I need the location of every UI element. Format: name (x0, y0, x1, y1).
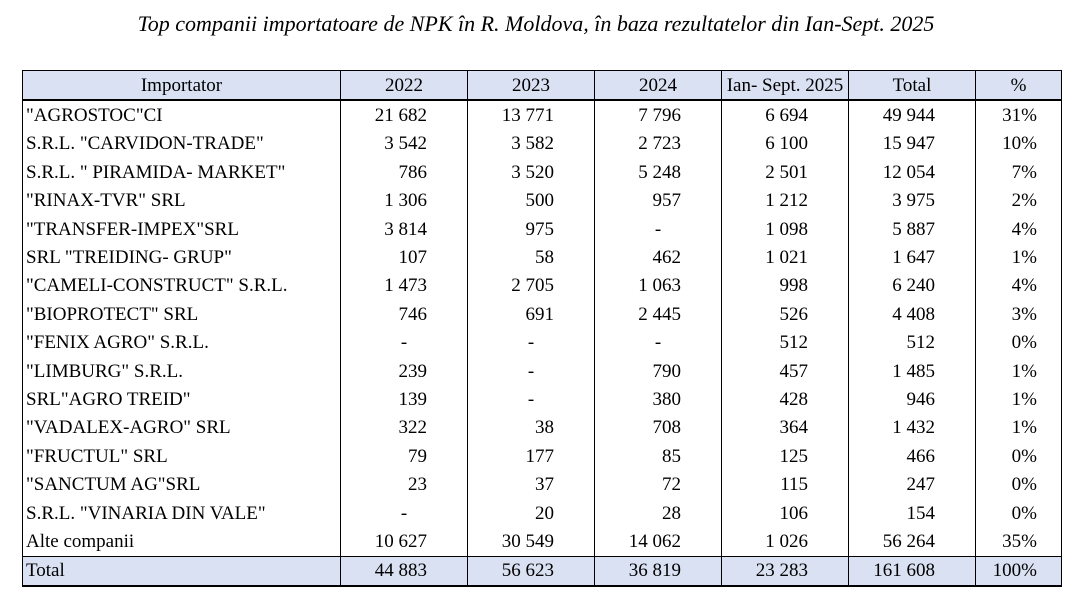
value-total: 4 408 (849, 300, 976, 328)
value-2025: 1 212 (722, 187, 849, 215)
table-row (23, 527, 1062, 556)
total-total: 161 608 (849, 556, 976, 586)
value-2023: 58 (468, 243, 595, 271)
table-row (23, 300, 1062, 328)
value-percent: 1% (976, 243, 1062, 271)
value-percent: 3% (976, 300, 1062, 328)
value-percent: 35% (976, 527, 1062, 556)
value-percent: 4% (976, 215, 1062, 243)
value-2023: 37 (468, 470, 595, 498)
value-2025: 6 100 (722, 130, 849, 158)
value-2022: - (341, 329, 468, 357)
value-2022: 3 542 (341, 130, 468, 158)
value-total: 1 432 (849, 414, 976, 442)
value-percent: 0% (976, 470, 1062, 498)
value-2025: 1 026 (722, 527, 849, 556)
value-2023: 13 771 (468, 100, 595, 129)
value-2023: 975 (468, 215, 595, 243)
total-label: Total (23, 556, 341, 586)
value-2024: 380 (595, 385, 722, 413)
value-2025: 106 (722, 499, 849, 527)
value-percent: 0% (976, 499, 1062, 527)
value-total: 946 (849, 385, 976, 413)
value-percent: 0% (976, 329, 1062, 357)
total-percent: 100% (976, 556, 1062, 586)
value-2022: 107 (341, 243, 468, 271)
value-2025: 457 (722, 357, 849, 385)
value-2023: 3 582 (468, 130, 595, 158)
value-2025: 526 (722, 300, 849, 328)
value-2022: 139 (341, 385, 468, 413)
table-row (23, 385, 1062, 413)
total-2024: 36 819 (595, 556, 722, 586)
table-row (23, 243, 1062, 271)
table-row (23, 100, 1062, 129)
importer-name: S.R.L. " PIRAMIDA- MARKET" (23, 158, 341, 186)
value-total: 6 240 (849, 272, 976, 300)
table-row (23, 499, 1062, 527)
header-2025: Ian- Sept. 2025 (722, 71, 849, 101)
value-total: 466 (849, 442, 976, 470)
value-2024: 1 063 (595, 272, 722, 300)
value-percent: 1% (976, 357, 1062, 385)
value-2022: 23 (341, 470, 468, 498)
value-2025: 428 (722, 385, 849, 413)
value-2023: - (468, 385, 595, 413)
total-2022: 44 883 (341, 556, 468, 586)
value-2025: 1 098 (722, 215, 849, 243)
value-2024: 5 248 (595, 158, 722, 186)
value-2025: 2 501 (722, 158, 849, 186)
importer-name: "FRUCTUL" SRL (23, 442, 341, 470)
value-2024: 462 (595, 243, 722, 271)
header-2023: 2023 (468, 71, 595, 101)
value-2024: 28 (595, 499, 722, 527)
value-total: 56 264 (849, 527, 976, 556)
importer-name: Alte companii (23, 527, 341, 556)
value-2024: - (595, 215, 722, 243)
value-2024: - (595, 329, 722, 357)
value-total: 1 485 (849, 357, 976, 385)
value-2023: 2 705 (468, 272, 595, 300)
total-row (23, 556, 1062, 586)
importer-name: "RINAX-TVR" SRL (23, 187, 341, 215)
value-2023: 691 (468, 300, 595, 328)
header-total: Total (849, 71, 976, 101)
table-row (23, 130, 1062, 158)
value-total: 512 (849, 329, 976, 357)
table-row (23, 215, 1062, 243)
value-2025: 115 (722, 470, 849, 498)
total-2025: 23 283 (722, 556, 849, 586)
importer-name: "AGROSTOC"CI (23, 100, 341, 129)
value-2023: 30 549 (468, 527, 595, 556)
importer-name: "CAMELI-CONSTRUCT" S.R.L. (23, 272, 341, 300)
value-2025: 1 021 (722, 243, 849, 271)
value-total: 15 947 (849, 130, 976, 158)
value-2023: 3 520 (468, 158, 595, 186)
value-2022: - (341, 499, 468, 527)
value-total: 12 054 (849, 158, 976, 186)
value-total: 49 944 (849, 100, 976, 129)
total-2023: 56 623 (468, 556, 595, 586)
value-2024: 85 (595, 442, 722, 470)
header-2024: 2024 (595, 71, 722, 101)
value-total: 1 647 (849, 243, 976, 271)
value-2022: 239 (341, 357, 468, 385)
value-2022: 746 (341, 300, 468, 328)
table-row (23, 187, 1062, 215)
importer-name: "VADALEX-AGRO" SRL (23, 414, 341, 442)
value-2023: 38 (468, 414, 595, 442)
value-percent: 31% (976, 100, 1062, 129)
value-total: 247 (849, 470, 976, 498)
value-2025: 364 (722, 414, 849, 442)
value-2024: 790 (595, 357, 722, 385)
importer-name: SRL"AGRO TREID" (23, 385, 341, 413)
value-2022: 3 814 (341, 215, 468, 243)
value-2024: 7 796 (595, 100, 722, 129)
value-2022: 786 (341, 158, 468, 186)
value-total: 5 887 (849, 215, 976, 243)
table-body (23, 100, 1062, 586)
value-2023: 177 (468, 442, 595, 470)
table-row (23, 357, 1062, 385)
header-importator: Importator (23, 71, 341, 101)
table-row (23, 158, 1062, 186)
header-percent: % (976, 71, 1062, 101)
value-2023: 20 (468, 499, 595, 527)
value-2023: - (468, 329, 595, 357)
header-row (23, 71, 1062, 101)
value-2025: 512 (722, 329, 849, 357)
table-row (23, 414, 1062, 442)
value-percent: 2% (976, 187, 1062, 215)
value-percent: 7% (976, 158, 1062, 186)
value-2023: 500 (468, 187, 595, 215)
value-total: 3 975 (849, 187, 976, 215)
table-row (23, 272, 1062, 300)
value-2024: 957 (595, 187, 722, 215)
importer-name: "FENIX AGRO" S.R.L. (23, 329, 341, 357)
value-percent: 10% (976, 130, 1062, 158)
table-row (23, 470, 1062, 498)
importer-name: "BIOPROTECT" SRL (23, 300, 341, 328)
table-row (23, 329, 1062, 357)
value-percent: 1% (976, 385, 1062, 413)
importer-name: "LIMBURG" S.R.L. (23, 357, 341, 385)
importers-table (22, 70, 1062, 587)
header-2022: 2022 (341, 71, 468, 101)
value-2022: 1 306 (341, 187, 468, 215)
value-2025: 125 (722, 442, 849, 470)
value-2024: 2 445 (595, 300, 722, 328)
value-percent: 0% (976, 442, 1062, 470)
value-2022: 21 682 (341, 100, 468, 129)
table-row (23, 442, 1062, 470)
value-2024: 2 723 (595, 130, 722, 158)
value-2022: 322 (341, 414, 468, 442)
value-total: 154 (849, 499, 976, 527)
value-2022: 10 627 (341, 527, 468, 556)
table-title: Top companii importatoare de NPK în R. Moldova, în baza rezultatelor din Ian-Sept. 2025 (137, 11, 935, 36)
importer-name: "SANCTUM AG"SRL (23, 470, 341, 498)
value-2025: 998 (722, 272, 849, 300)
value-2024: 14 062 (595, 527, 722, 556)
value-2022: 1 473 (341, 272, 468, 300)
value-2025: 6 694 (722, 100, 849, 129)
value-2024: 708 (595, 414, 722, 442)
value-2024: 72 (595, 470, 722, 498)
importer-name: "TRANSFER-IMPEX"SRL (23, 215, 341, 243)
value-percent: 1% (976, 414, 1062, 442)
value-2023: - (468, 357, 595, 385)
importer-name: S.R.L. "CARVIDON-TRADE" (23, 130, 341, 158)
value-percent: 4% (976, 272, 1062, 300)
importer-name: S.R.L. "VINARIA DIN VALE" (23, 499, 341, 527)
importer-name: SRL "TREIDING- GRUP" (23, 243, 341, 271)
value-2022: 79 (341, 442, 468, 470)
